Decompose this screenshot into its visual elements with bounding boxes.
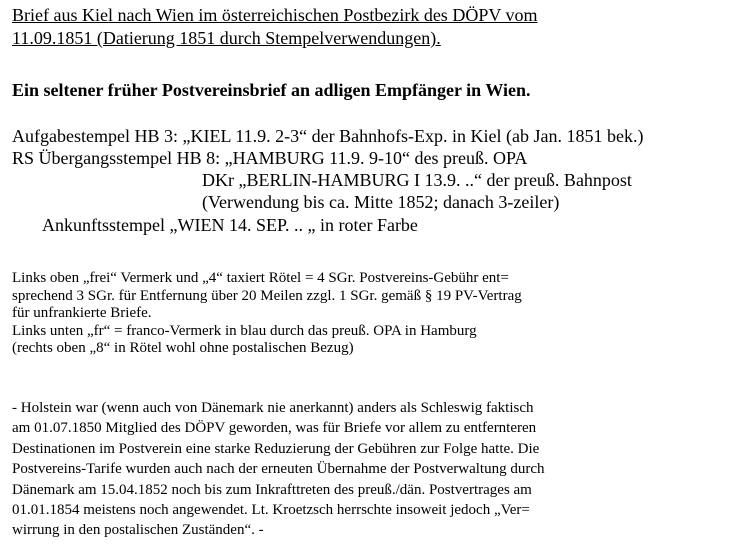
postage-notes — [12, 270, 522, 358]
stamp-line-usage-note: (Verwendung bis ca. Mitte 1852; danach 3-zeiler) — [202, 192, 560, 212]
stamp-line-transit: RS Übergangsstempel HB 8: „HAMBURG 11.9. 9-10“ des preuß. OPA — [12, 148, 528, 168]
note-line: Links oben „frei“ Vermerk und „4“ taxiert Rötel = 4 SGr. Postvereins-Gebühr ent= — [12, 270, 509, 286]
history-paragraph — [12, 398, 545, 541]
title-line-2: 11.09.1851 (Datierung 1851 durch Stempelverwendungen). — [12, 28, 441, 48]
paragraph-line: wirrung in den postalischen Zuständen“. - — [12, 522, 264, 539]
stamp-line-arrival: Ankunftsstempel „WIEN 14. SEP. .. „ in roter Farbe — [42, 215, 418, 235]
stamp-line-departure: Aufgabestempel HB 3: „KIEL 11.9. 2-3“ der Bahnhofs-Exp. in Kiel (ab Jan. 1851 bek.) — [12, 126, 644, 146]
stamp-line-railway: DKr „BERLIN-HAMBURG I 13.9. ..“ der preuß. Bahnpost — [202, 170, 632, 190]
note-line: für unfrankierte Briefe. — [12, 305, 152, 322]
note-line: sprechend 3 SGr. für Entfernung über 20 Meilen zzgl. 1 SGr. gemäß § 19 PV-Vertrag — [12, 287, 522, 304]
document-title — [12, 4, 712, 50]
paragraph-line: Destinationen im Postverein eine starke Reduzierung der Gebühren zur Folge hatte. Die — [12, 440, 540, 457]
paragraph-line: am 01.07.1850 Mitglied des DÖPV geworden, was für Briefe vor allem zu entfernteren — [12, 420, 537, 437]
paragraph-line: - Holstein war (wenn auch von Dänemark nie anerkannt) anders als Schleswig faktisch — [12, 400, 534, 416]
paragraph-line: Dänemark am 15.04.1852 noch bis zum Inkrafttreten des preuß./dän. Postvertrages am — [12, 481, 532, 498]
paragraph-line: 01.01.1854 meistens noch angewendet. Lt. Kroetzsch herrschte insoweit jedoch „Ver= — [12, 502, 530, 519]
paragraph-line: Postvereins-Tarife wurden auch nach der erneuten Übernahme der Postverwaltung durch — [12, 461, 545, 478]
document-subtitle: Ein seltener früher Postvereinsbrief an adligen Empfänger in Wien. — [12, 80, 531, 100]
title-line-1: Brief aus Kiel nach Wien im österreichischen Postbezirk des DÖPV vom — [12, 5, 538, 25]
note-line: Links unten „fr“ = franco-Vermerk in blau durch das preuß. OPA in Hamburg — [12, 322, 477, 339]
note-line: (rechts oben „8“ in Rötel wohl ohne postalischen Bezug) — [12, 340, 354, 357]
